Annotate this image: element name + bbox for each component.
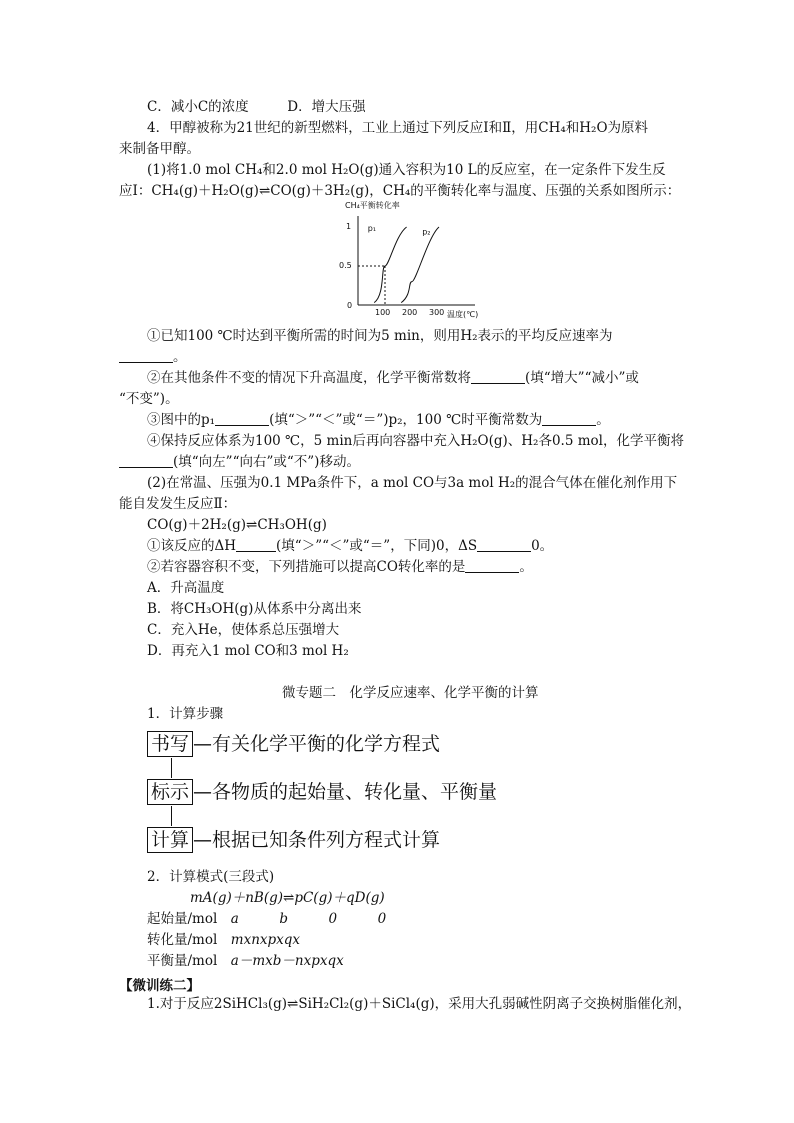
answer-blank[interactable] [119,350,173,363]
series-label-2: p₂ [422,227,431,237]
y-tick-1: 1 [346,222,352,231]
answer-blank[interactable] [236,539,276,552]
q4-part2-line1: (2)在常温、压强为0.1 MPa条件下，a mol CO与3a mol H₂的混合气体在催化剂作用下 [147,475,678,491]
x-tick-300: 300 [429,308,445,317]
series-line-2 [401,227,439,303]
flow-box: 标示 [147,779,193,805]
q4-part1-line1: (1)将1.0 mol CH₄和2.0 mol H₂O(g)通入容积为10 L的反应室，在一定条件下发生反 [147,162,666,178]
q3-options [147,98,366,116]
q4-part2-sub1: ①该反应的ΔH (填“＞”“＜”或“＝”，下同)0，ΔS 0。 [147,538,554,554]
series-line-1 [374,227,406,303]
mode-equation: mA(g)＋nB(g)⇌pC(g)＋qD(g) [190,890,385,906]
q4-sub3-line: ③图中的p₁ (填“＞”“＜”或“＝”)p₂，100 ℃时平衡常数为 。 [147,412,610,428]
q3-option-d: D．增大压强 [287,99,366,115]
q4-sub4-line: ④保持反应体系为100 ℃，5 min后再向容器中充入H₂O(g)、H₂各0.5 mol，化学平衡将 [147,433,684,449]
flow-step-1: 书写 —有关化学平衡的化学方程式 [147,731,440,757]
q4-intro-1: 4．甲醇被称为21世纪的新型燃料，工业上通过下列反应Ⅰ和Ⅱ，用CH₄和H₂O为原料 [147,120,649,136]
flow-box: 书写 [147,731,193,757]
q4-sub1-answer: 。 [119,348,187,366]
q3-option-c: C．减小C的浓度 [147,99,249,115]
answer-blank[interactable] [215,413,269,426]
q4-part2-equation: CO(g)＋2H₂(g)⇌CH₃OH(g) [147,517,327,533]
row-equilibrium: 平衡量/mol a－mxb－nxpxqx [147,953,344,969]
answer-blank[interactable] [477,539,531,552]
flow-connector [171,806,172,826]
q4-part1-line2: 应Ⅰ：CH₄(g)＋H₂O(g)⇌CO(g)＋3H₂(g)，CH₄的平衡转化率与温度、压强的关系如图所示： [119,183,681,199]
answer-blank[interactable] [119,455,173,468]
practice-heading: 【微训练二】 [119,978,200,994]
y-tick-05: 0.5 [339,261,352,270]
flow-box: 计算 [147,827,193,853]
q4-intro-2: 来制备甲醇。 [119,141,200,157]
conversion-chart [335,198,485,320]
answer-blank[interactable] [542,413,596,426]
practice-q1: 1.对于反应2SiHCl₃(g)⇌SiH₂Cl₂(g)＋SiCl₄(g)，采用大孔弱碱性阴离子交换树脂催化剂， [147,996,692,1012]
series-label-1: p₁ [367,223,377,233]
q4-option-c: C．充入He，使体系总压强增大 [147,622,340,638]
steps-title: 1．计算步骤 [147,706,224,722]
x-tick-200: 200 [402,308,418,317]
x-axis-label: 温度(℃) [447,310,479,319]
q4-option-b: B．将CH₃OH(g)从体系中分离出来 [147,601,362,617]
q4-option-a: A．升高温度 [147,580,225,596]
q4-part2-sub2: ②若容器容积不变，下列措施可以提高CO转化率的是 。 [147,559,533,575]
section-title: 微专题二 化学反应速率、化学平衡的计算 [282,685,539,701]
q4-sub2-line: ②在其他条件不变的情况下升高温度，化学平衡常数将 (填“增大”“减小”或 [147,370,639,386]
x-tick-100: 100 [375,308,391,317]
mode-title: 2．计算模式(三段式) [147,869,275,885]
y-tick-0: 0 [347,301,353,310]
flow-connector [171,758,172,778]
flow-step-2: 标示 —各物质的起始量、转化量、平衡量 [147,779,497,805]
row-initial: 起始量/mol a b 0 0 [147,911,387,927]
q4-part2-line2: 能自发发生反应Ⅱ： [119,496,237,512]
chart-title: CH₄平衡转化率 [345,201,400,210]
answer-blank[interactable] [471,371,525,384]
q4-option-d: D．再充入1 mol CO和3 mol H₂ [147,643,349,659]
q4-sub2-tail: “不变”)。 [119,391,179,407]
answer-blank[interactable] [465,560,519,573]
q4-sub1-line: ①已知100 ℃时达到平衡所需的时间为5 min，则用H₂表示的平均反应速率为 [147,328,613,344]
flow-step-3: 计算 —根据已知条件列方程式计算 [147,827,440,853]
q4-sub4-tail: (填“向左”“向右”或“不”)移动。 [119,453,360,471]
row-change: 转化量/mol mxnxpxqx [147,932,301,948]
